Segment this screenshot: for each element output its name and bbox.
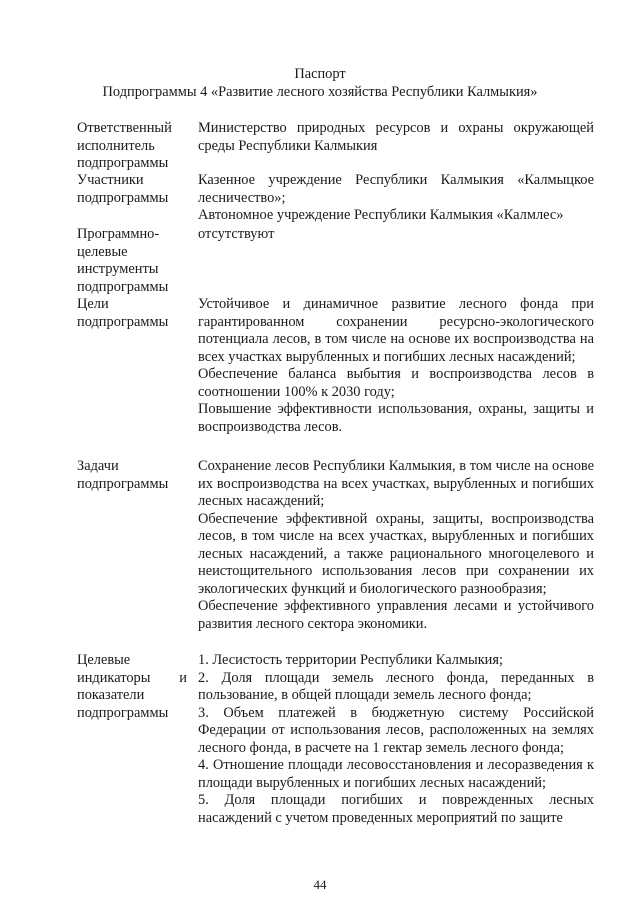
executor-label: Ответственный исполнитель подпрограммы [77, 120, 172, 171]
tasks-content: Сохранение лесов Республики Калмыкия, в том числе на основе их воспроизводства на всех участках, вырубленных и погибших лесных насаждений; Обеспечение эффективной охраны, защиты, воспроизводства лесов, в том числе на всех участках, вырубленных и погибших лесных насаждений, а также рационального многоцелевого и неистощительного использования лесов при сохранении их экологических функций и биологического разнообразия; Обеспечение эффективного управления лесами и устойчивого развития лесного сектора экономики. [198, 458, 594, 632]
instruments-label: Программно- целевые инструменты подпрограммы [77, 226, 169, 295]
goals-label: Цели подпрограммы [77, 296, 169, 330]
executor-content: Министерство природных ресурсов и охраны окружающей среды Республики Калмыкия [198, 120, 594, 154]
page-number: 44 [313, 877, 327, 892]
participants-content: Казенное учреждение Республики Калмыкия «Калмыцкое лесничество»; Автономное учреждение Республики Калмыкия «Калмлес» [198, 172, 594, 223]
subprogram-title: Подпрограммы 4 «Развитие лесного хозяйства Республики Калмыкия» [102, 84, 538, 100]
tasks-label: Задачи подпрограммы [77, 458, 169, 492]
participants-label: Участники подпрограммы [77, 172, 169, 206]
indicators-label: Целевые индикаторы и показатели подпрограммы [77, 652, 187, 721]
passport-title: Паспорт [294, 66, 346, 82]
indicators-content: 1. Лесистость территории Республики Калмыкия; 2. Доля площади земель лесного фонда, переданных в пользование, в общей площади земель лесного фонда; 3. Объем платежей в бюджетную систему Российской Федерации от использования лесов, расположенных на землях лесного фонда, в расчете на 1 гектар земель лесного фонда; 4. Отношение площади лесовосстановления и лесоразведения к площади вырубленных и погибших лесных насаждений; 5. Доля площади погибших и поврежденных лесных насаждений с учетом проведенных мероприятий по защите [198, 652, 594, 826]
instruments-content: отсутствуют [198, 226, 275, 242]
goals-content: Устойчивое и динамичное развитие лесного фонда при гарантированном сохранении ресурсно-экологического потенциала лесов, в том числе на основе их воспроизводства на всех участках вырубленных и погибших лесных насаждений; Обеспечение баланса выбытия и воспроизводства лесов в соотношении 100% к 2030 году; Повышение эффективности использования, охраны, защиты и воспроизводства лесов. [198, 296, 594, 435]
